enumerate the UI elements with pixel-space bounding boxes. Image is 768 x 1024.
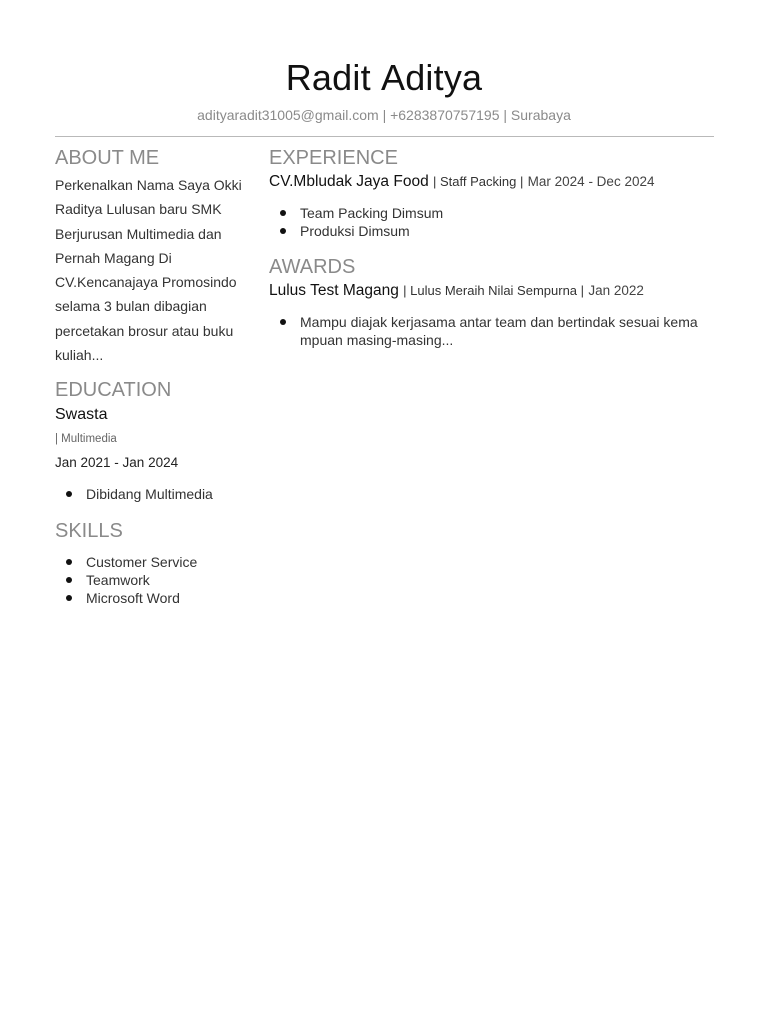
skills-section — [55, 518, 255, 608]
skills-list — [55, 553, 255, 608]
list-item: Teamwork — [55, 571, 255, 589]
awards-section — [269, 254, 719, 350]
award-date: Jan 2022 — [588, 282, 644, 298]
experience-title: EXPERIENCE — [269, 147, 398, 169]
last-name: Aditya — [380, 57, 483, 98]
award-detail: | Lulus Meraih Nilai Sempurna | — [403, 282, 585, 298]
contact-line — [0, 106, 768, 124]
right-column — [269, 145, 719, 349]
experience-dates: Mar 2024 - Dec 2024 — [527, 174, 655, 189]
awards-title: AWARDS — [269, 255, 356, 278]
first-name: Radit — [285, 57, 371, 98]
about-section — [55, 145, 255, 367]
list-item: Microsoft Word — [55, 589, 255, 607]
skills-title: SKILLS — [55, 519, 123, 542]
education-dates: Jan 2021 - Jan 2024 — [55, 455, 179, 471]
phone-text: +6283870757195 — [390, 107, 500, 123]
list-item: Customer Service — [55, 553, 255, 571]
education-title: EDUCATION — [55, 379, 172, 402]
resume-header — [0, 56, 768, 124]
award-entry-heading — [269, 280, 719, 302]
experience-company: CV.Mbludak Jaya Food — [269, 173, 429, 190]
award-name: Lulus Test Magang — [269, 281, 399, 299]
experience-entry-heading — [269, 171, 719, 193]
experience-bullets — [269, 204, 719, 241]
education-bullets — [55, 485, 255, 503]
list-item: Team Packing Dimsum — [269, 204, 719, 222]
list-item: Mampu diajak kerjasama antar team dan bertindak sesuai kema mpuan masing-masing... — [269, 313, 719, 350]
about-title: ABOUT ME — [55, 147, 160, 169]
header-divider — [55, 136, 714, 137]
education-section — [55, 377, 255, 503]
candidate-name — [0, 56, 768, 100]
contact-separator: | — [382, 107, 387, 123]
award-bullets — [269, 313, 719, 350]
list-item: Produksi Dimsum — [269, 222, 719, 240]
city-text: Surabaya — [510, 107, 571, 123]
education-field: | Multimedia — [55, 433, 117, 446]
experience-role: | Staff Packing | — [433, 174, 524, 189]
education-school: Swasta — [55, 406, 108, 424]
contact-separator: | — [503, 107, 508, 123]
email-text: adityaradit31005@gmail.com — [197, 107, 379, 123]
left-column — [55, 145, 255, 608]
experience-section — [269, 145, 719, 241]
about-text: Perkenalkan Nama Saya Okki Raditya Lulusan baru SMK Berjurusan Multimedia dan Pernah Magang Di CV.Kencanajaya Promosindo selama 3 bulan dibagian percetakan brosur atau buku kuliah... — [55, 177, 242, 364]
list-item: Dibidang Multimedia — [55, 485, 255, 503]
